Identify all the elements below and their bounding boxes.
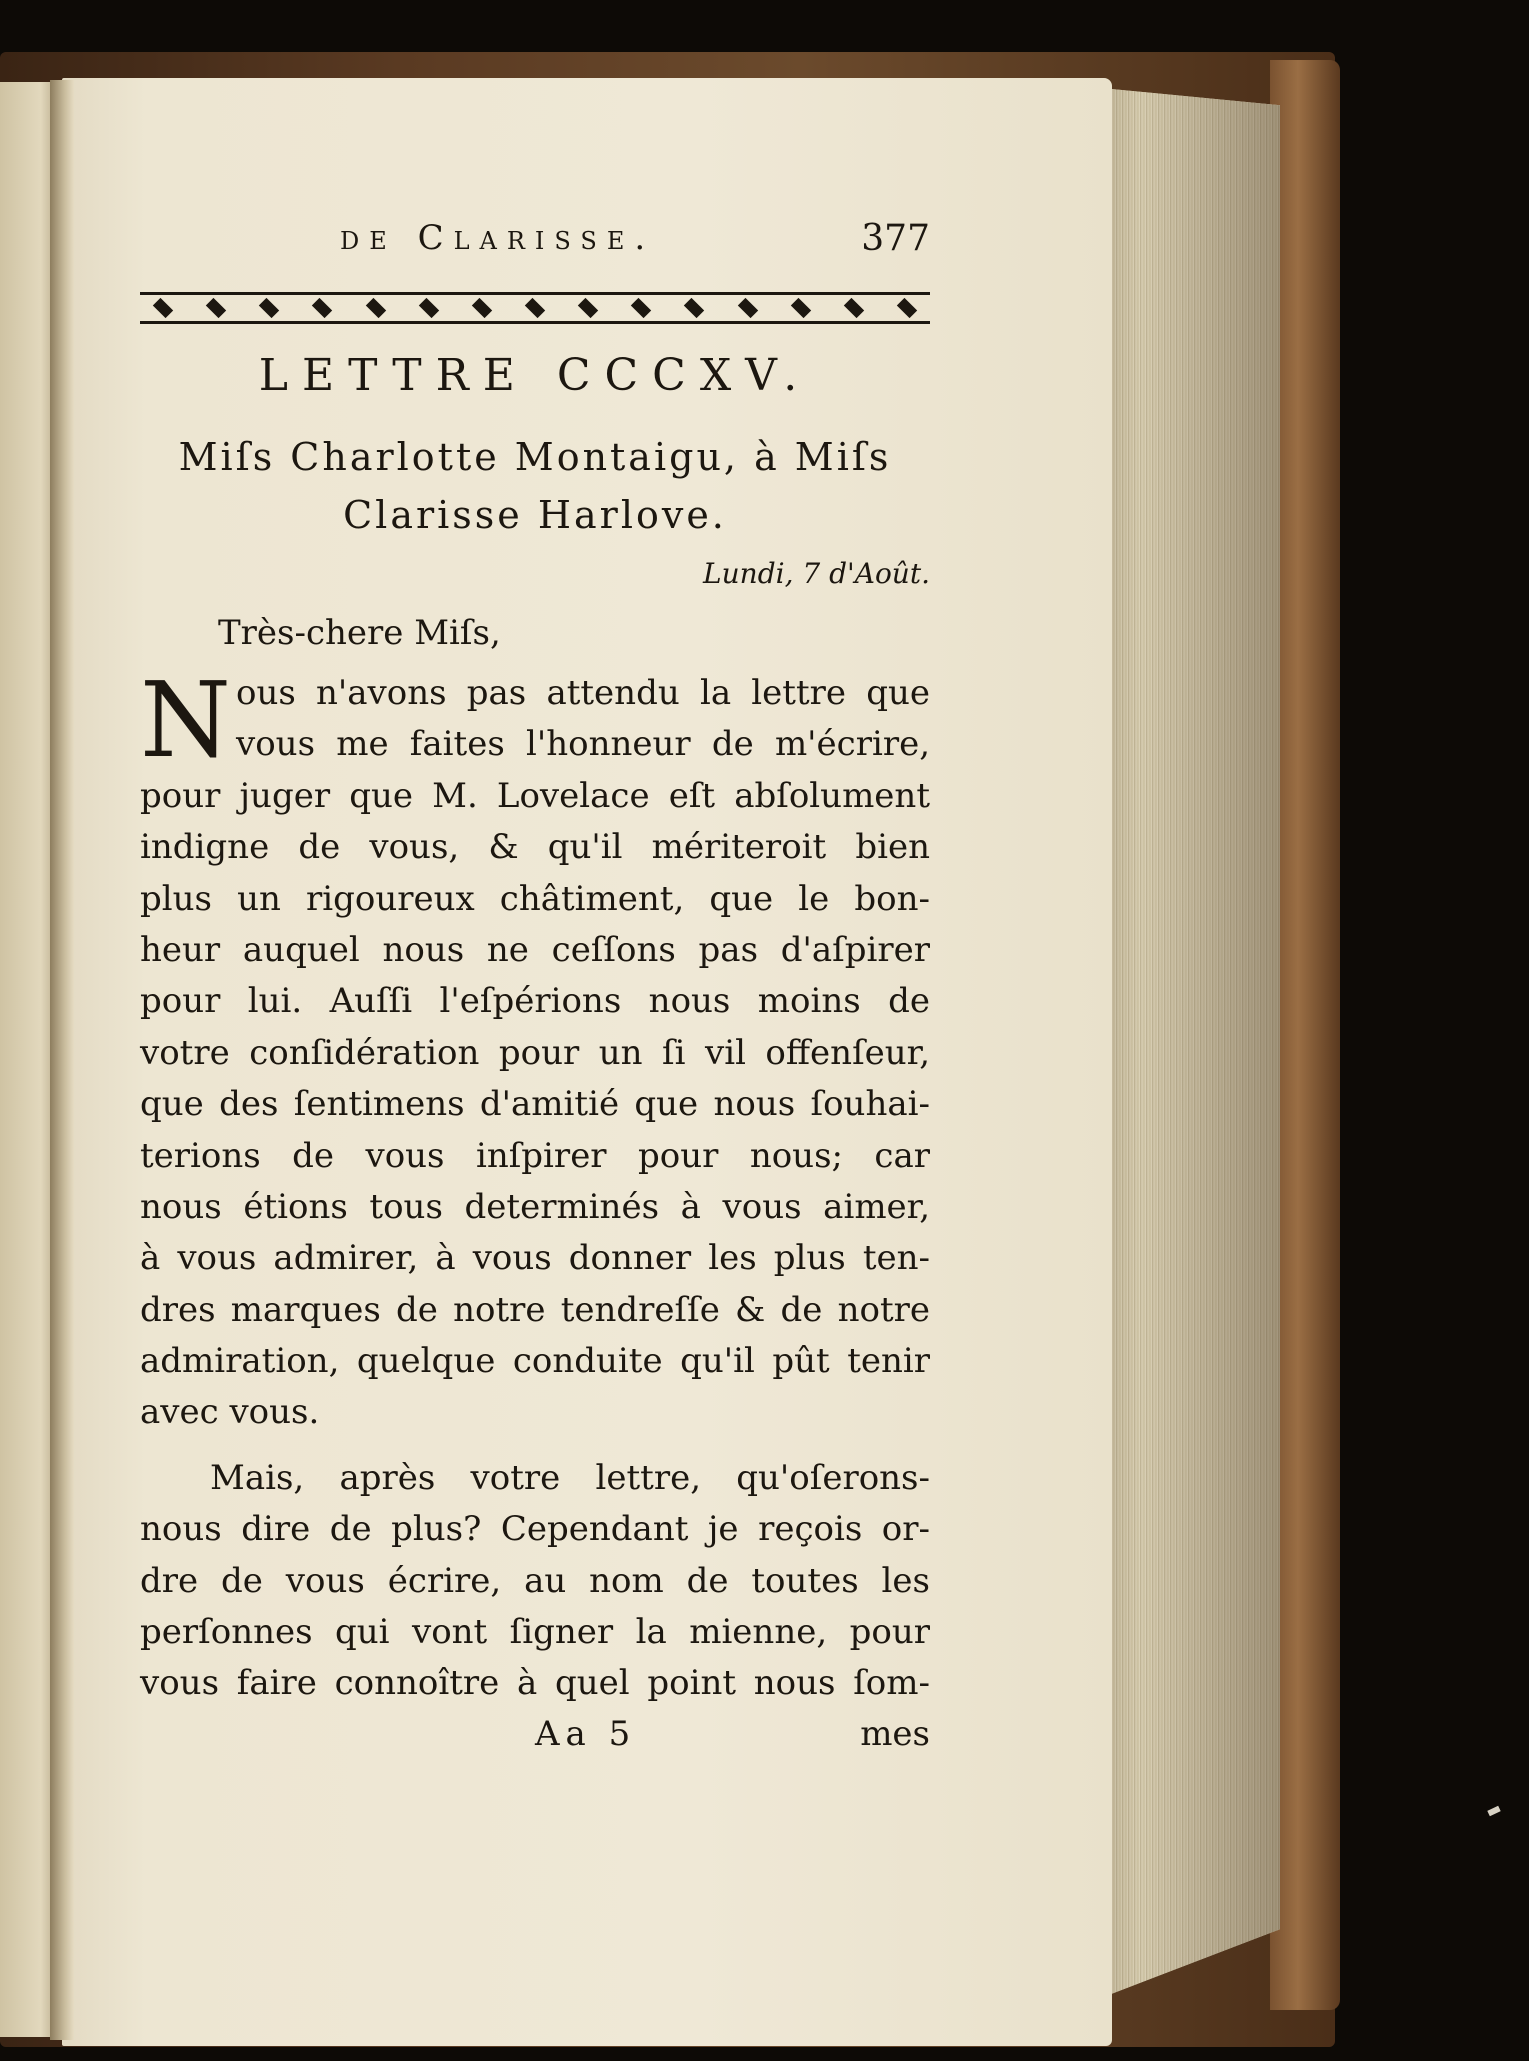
ornament-diamond — [631, 298, 651, 318]
ornament-diamond — [312, 298, 332, 318]
running-head — [140, 218, 930, 270]
text-line: ous n'avons pas attendu la lettre que — [236, 673, 930, 713]
page-number: 377 — [861, 218, 930, 259]
ornament-diamond — [737, 298, 757, 318]
ornament-diamond — [153, 298, 173, 318]
text-line: indigne de vous, & qu'il mériteroit bien — [140, 827, 930, 868]
ornament-diamond — [472, 298, 492, 318]
addressee-line-2: Clarisse Harlove. — [343, 493, 727, 537]
letter-date: Lundi, 7 d'Août. — [703, 557, 930, 590]
ornament-diamond — [897, 298, 917, 318]
text-line: dres marques de notre tendreſſe & de notre — [140, 1289, 930, 1330]
signature-mark: Aa 5 — [535, 1713, 637, 1754]
drop-cap: N — [140, 659, 231, 781]
ornament-diamond — [206, 298, 226, 318]
ornament-diamond — [844, 298, 864, 318]
text-line: plus un rigoureux châtiment, que le bon- — [140, 878, 930, 919]
text-line: vous faire connoître à quel point nous ſom- — [140, 1663, 930, 1704]
book-gutter — [50, 80, 74, 2040]
ornament-diamond — [578, 298, 598, 318]
text-line: perſonnes qui vont ſigner la mienne, pour — [140, 1612, 930, 1653]
paragraph-1 — [140, 659, 930, 1439]
paragraph-2 — [140, 1453, 930, 1710]
text-line: nous dire de plus? Cependant je reçois or- — [140, 1509, 930, 1550]
text-line: nous étions tous determinés à vous aimer, — [140, 1186, 930, 1227]
text-line: à vous admirer, à vous donner les plus ten- — [140, 1238, 930, 1279]
ornament-diamond — [419, 298, 439, 318]
ornament-diamond — [525, 298, 545, 318]
text-line: votre conſidération pour un ſi vil offenſeur, — [140, 1032, 930, 1073]
text-line: terions de vous inſpirer pour nous; car — [140, 1135, 930, 1176]
ornament-diamond — [259, 298, 279, 318]
letter-title: LETTRE CCCXV. — [258, 350, 812, 401]
ornament-diamond — [791, 298, 811, 318]
running-title: de Clarisse. — [340, 218, 656, 258]
page-footer — [140, 1714, 930, 1768]
ornament-diamond — [365, 298, 385, 318]
ornamental-rule — [140, 292, 930, 324]
catchword: mes — [860, 1713, 930, 1754]
book-binding-edge — [1270, 60, 1340, 2010]
ornament-diamond — [684, 298, 704, 318]
text-line: pour juger que M. Lovelace eſt abſolument — [140, 775, 930, 816]
salutation: Très-chere Miſs, — [218, 613, 501, 653]
text-line: vous me faites l'honneur de m'écrire, — [236, 724, 930, 765]
text-line: Mais, après votre lettre, qu'oſerons- — [210, 1457, 930, 1498]
text-line: dre de vous écrire, au nom de toutes les — [140, 1560, 930, 1601]
addressee-line-1: Miſs Charlotte Montaigu, à Miſs — [178, 435, 892, 479]
text-line: que des ſentimens d'amitié que nous ſouhai- — [140, 1084, 930, 1125]
text-line: heur auquel nous ne ceſſons pas d'aſpirer — [140, 929, 930, 970]
stray-mark — [1487, 1806, 1500, 1817]
page-text — [140, 218, 930, 1768]
text-line: avec vous. — [140, 1392, 320, 1433]
text-line: pour lui. Auſſi l'eſpérions nous moins de — [140, 981, 930, 1022]
paragraph-spacer — [140, 1439, 930, 1453]
text-line: admiration, quelque conduite qu'il pût tenir — [140, 1341, 930, 1382]
